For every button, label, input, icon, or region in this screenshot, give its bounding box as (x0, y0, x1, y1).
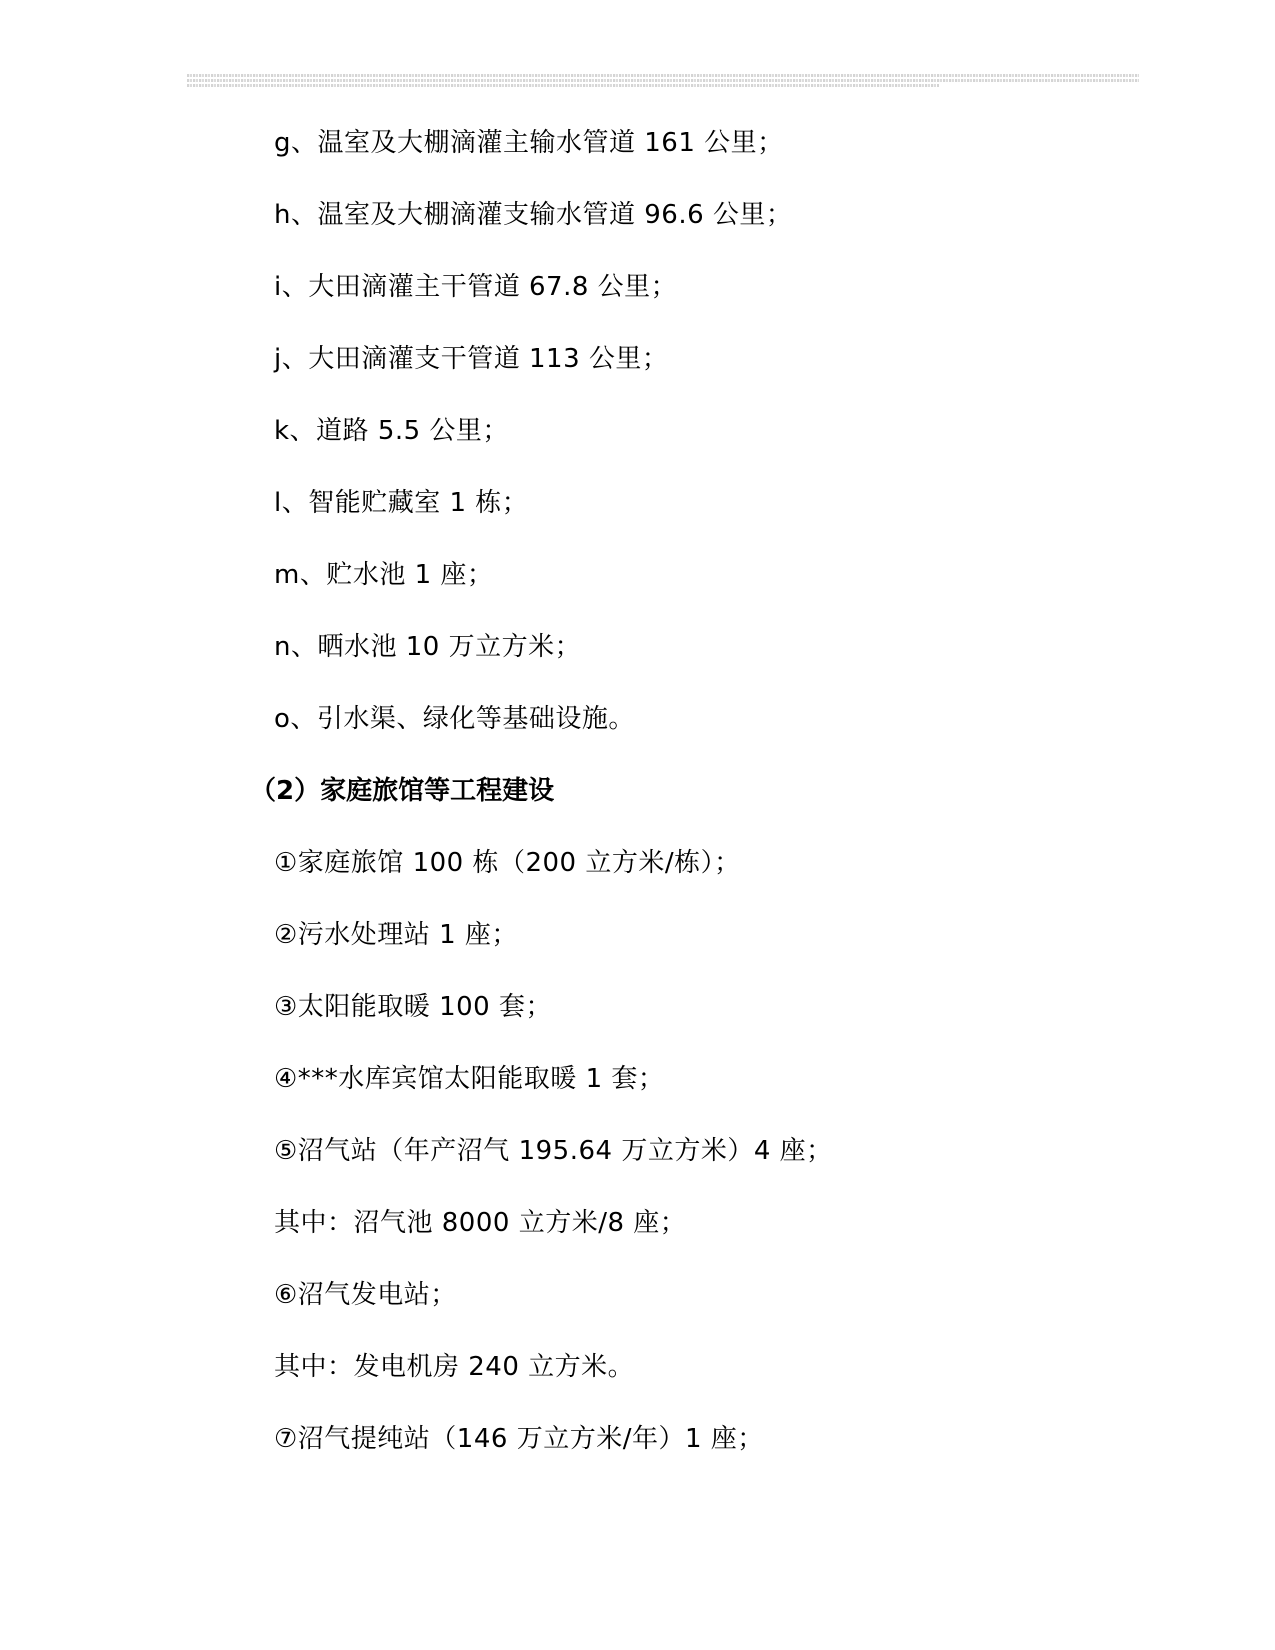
list-item: m、贮水池 1 座； (274, 560, 494, 590)
list-item: g、温室及大棚滴灌主输水管道 161 公里； (274, 128, 784, 158)
section-list-item: ⑤沼气站（年产沼气 195.64 万立方米）4 座； (274, 1136, 833, 1166)
section-heading: （2）家庭旅馆等工程建设 (250, 776, 555, 806)
section-list-item: ⑦沼气提纯站（146 万立方米/年）1 座； (274, 1424, 764, 1454)
header-rule-band (187, 84, 939, 87)
section-list-item: 其中：沼气池 8000 立方米/8 座； (274, 1208, 687, 1238)
list-item: i、大田滴灌主干管道 67.8 公里； (274, 272, 678, 302)
header-rule-band (187, 74, 1139, 77)
section-list-item: ⑥沼气发电站； (274, 1280, 457, 1310)
list-item: l、智能贮藏室 1 栋； (274, 488, 529, 518)
section-list-item: 其中：发电机房 240 立方米。 (274, 1352, 635, 1382)
list-item: n、晒水池 10 万立方米； (274, 632, 582, 662)
list-item: o、引水渠、绿化等基础设施。 (274, 704, 635, 734)
section-list-item: ④***水库宾馆太阳能取暖 1 套； (274, 1064, 665, 1094)
list-item: h、温室及大棚滴灌支输水管道 96.6 公里； (274, 200, 793, 230)
section-list-item: ①家庭旅馆 100 栋（200 立方米/栋）； (274, 848, 741, 878)
section-list-item: ②污水处理站 1 座； (274, 920, 518, 950)
list-item: j、大田滴灌支干管道 113 公里； (274, 344, 669, 374)
list-item: k、道路 5.5 公里； (274, 416, 509, 446)
header-rule-band (187, 79, 1139, 82)
section-list-item: ③太阳能取暖 100 套； (274, 992, 552, 1022)
header-rule (187, 74, 1139, 88)
